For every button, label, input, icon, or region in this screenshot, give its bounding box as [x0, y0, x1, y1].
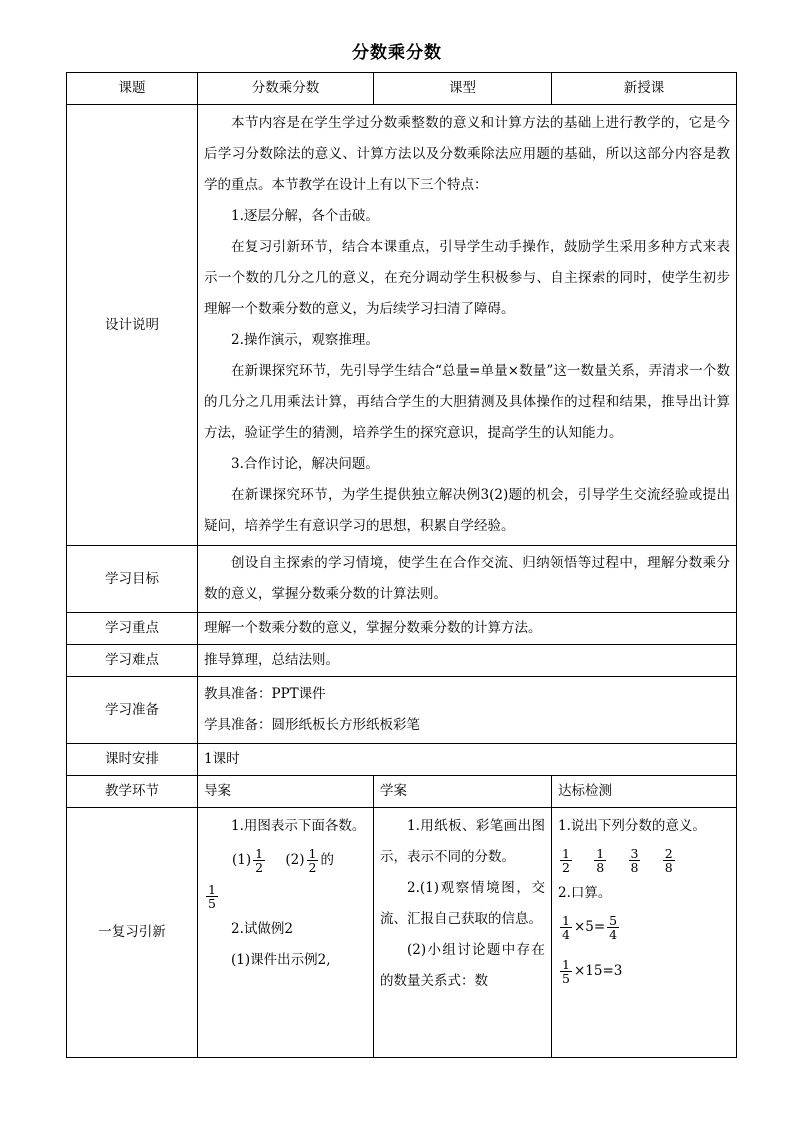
- goal-label: 学习目标: [67, 546, 198, 613]
- fraction: $\frac{1}{8}$: [596, 845, 605, 875]
- fraction: $\frac{5}{4}$: [609, 912, 618, 942]
- design-paragraph: 1.逐层分解，各个击破。: [231, 208, 379, 224]
- prep-student: 学具准备：圆形纸板长方形纸板彩笔: [204, 717, 420, 733]
- fraction: $\frac{1}{5}$: [562, 956, 570, 986]
- check-fraction-list: [558, 842, 730, 878]
- goal-row: [67, 546, 737, 613]
- equation-operator: ×5=: [573, 919, 606, 935]
- check-item-2: 2.口算。: [558, 885, 612, 901]
- difficulty-label: 学习难点: [67, 645, 198, 677]
- prep-label: 学习准备: [67, 677, 198, 744]
- header-row: [67, 73, 737, 105]
- design-paragraph: 2.操作演示，观察推理。: [231, 332, 379, 348]
- check-item-1: 1.说出下列分数的意义。: [558, 818, 706, 834]
- guide-item-1: 1.用图表示下面各数。: [231, 818, 366, 834]
- schedule-value: 1课时: [198, 744, 737, 776]
- check-equation-1: [558, 909, 730, 945]
- check-equation-2: [558, 953, 730, 989]
- prep-row: [67, 677, 737, 744]
- fraction: $\frac{1}{4}$: [562, 912, 570, 942]
- fraction: $\frac{3}{8}$: [630, 845, 639, 875]
- review-guide-cell: [198, 808, 374, 1058]
- key-text: 理解一个数乘分数的意义，掌握分数乘分数的计算方法。: [198, 613, 737, 645]
- design-paragraph: 在新课探究环节，先引导学生结合“总量=单量×数量”这一数量关系，弄清求一个数的几分之几用乘法计算，再结合学生的大胆猜测及具体操作的过程和结果，推导出计算方法，验证学生的猜测，培养学生的探究意识，提高学生的认知能力。: [204, 363, 730, 441]
- type-value: 新授课: [552, 73, 737, 105]
- difficulty-text: 推导算理，总结法则。: [198, 645, 737, 677]
- steps-col-stage: 教学环节: [67, 776, 198, 808]
- prep-cell: [198, 677, 737, 744]
- topic-label: 课题: [67, 73, 198, 105]
- fraction: $\frac{2}{8}$: [664, 845, 673, 875]
- fraction: $\frac{1}{5}$: [208, 881, 216, 911]
- schedule-label: 课时安排: [67, 744, 198, 776]
- design-content: [198, 105, 737, 546]
- study-item-2: 2.(1)观察情境图，交流、汇报自己获取的信息。: [380, 880, 545, 927]
- type-label: 课型: [374, 73, 552, 105]
- page-title: 分数乘分数: [352, 43, 442, 63]
- design-label: 设计说明: [67, 105, 198, 546]
- guide-item2-prefix: (2): [285, 852, 305, 868]
- review-row: [67, 808, 737, 1058]
- goal-cell: [198, 546, 737, 613]
- equation-operator: ×15=3: [573, 963, 623, 979]
- fraction: $\frac{1}{2}$: [255, 845, 264, 875]
- fraction: $\frac{1}{2}$: [562, 845, 570, 875]
- design-row: [67, 105, 737, 546]
- key-row: [67, 613, 737, 645]
- guide-fraction-line-2: [204, 878, 367, 914]
- review-study-cell: [374, 808, 552, 1058]
- guide-item1-prefix: (1): [232, 852, 252, 868]
- prep-teacher: 教具准备：PPT课件: [204, 686, 326, 702]
- goal-text: 创设自主探索的学习情境，使学生在合作交流、归纳领悟等过程中，理解分数乘分数的意义，掌握分数乘分数的计算法则。: [204, 555, 730, 602]
- review-label: 一复习引新: [67, 808, 198, 1058]
- steps-col-guide: 导案: [198, 776, 374, 808]
- review-check-cell: [552, 808, 737, 1058]
- difficulty-row: [67, 645, 737, 677]
- key-label: 学习重点: [67, 613, 198, 645]
- design-paragraph: 在复习引新环节，结合本课重点，引导学生动手操作，鼓励学生采用多种方式来表示一个数的几分之几的意义，在充分调动学生积极参与、自主探索的同时，使学生初步理解一个数乘分数的意义，为后续学习扫清了障碍。: [204, 239, 730, 317]
- fraction: $\frac{1}{2}$: [308, 845, 317, 875]
- guide-item-3: (1)课件出示例2,: [231, 952, 331, 968]
- guide-item-2: 2.试做例2: [231, 921, 293, 937]
- guide-fraction-line: [204, 842, 367, 878]
- guide-item2-suffix: 的: [320, 852, 334, 868]
- steps-col-check: 达标检测: [552, 776, 737, 808]
- design-paragraph: 在新课探究环节，为学生提供独立解决例3(2)题的机会，引导学生交流经验或提出疑问，培养学生有意识学习的思想，积累自学经验。: [204, 487, 730, 534]
- lesson-plan-table: [66, 72, 737, 1058]
- steps-header-row: [67, 776, 737, 808]
- design-paragraph: 本节内容是在学生学过分数乘整数的意义和计算方法的基础上进行教学的，它是今后学习分数除法的意义、计算方法以及分数乘除法应用题的基础，所以这部分内容是教学的重点。本节教学在设计上有以下三个特点：: [204, 115, 730, 193]
- topic-value: 分数乘分数: [198, 73, 374, 105]
- study-item-1: 1.用纸板、彩笔画出图示，表示不同的分数。: [380, 818, 545, 865]
- steps-col-study: 学案: [374, 776, 552, 808]
- schedule-row: [67, 744, 737, 776]
- design-paragraph: 3.合作讨论，解决问题。: [231, 456, 379, 472]
- study-item-3: (2)小组讨论题中存在的数量关系式：数: [380, 942, 545, 989]
